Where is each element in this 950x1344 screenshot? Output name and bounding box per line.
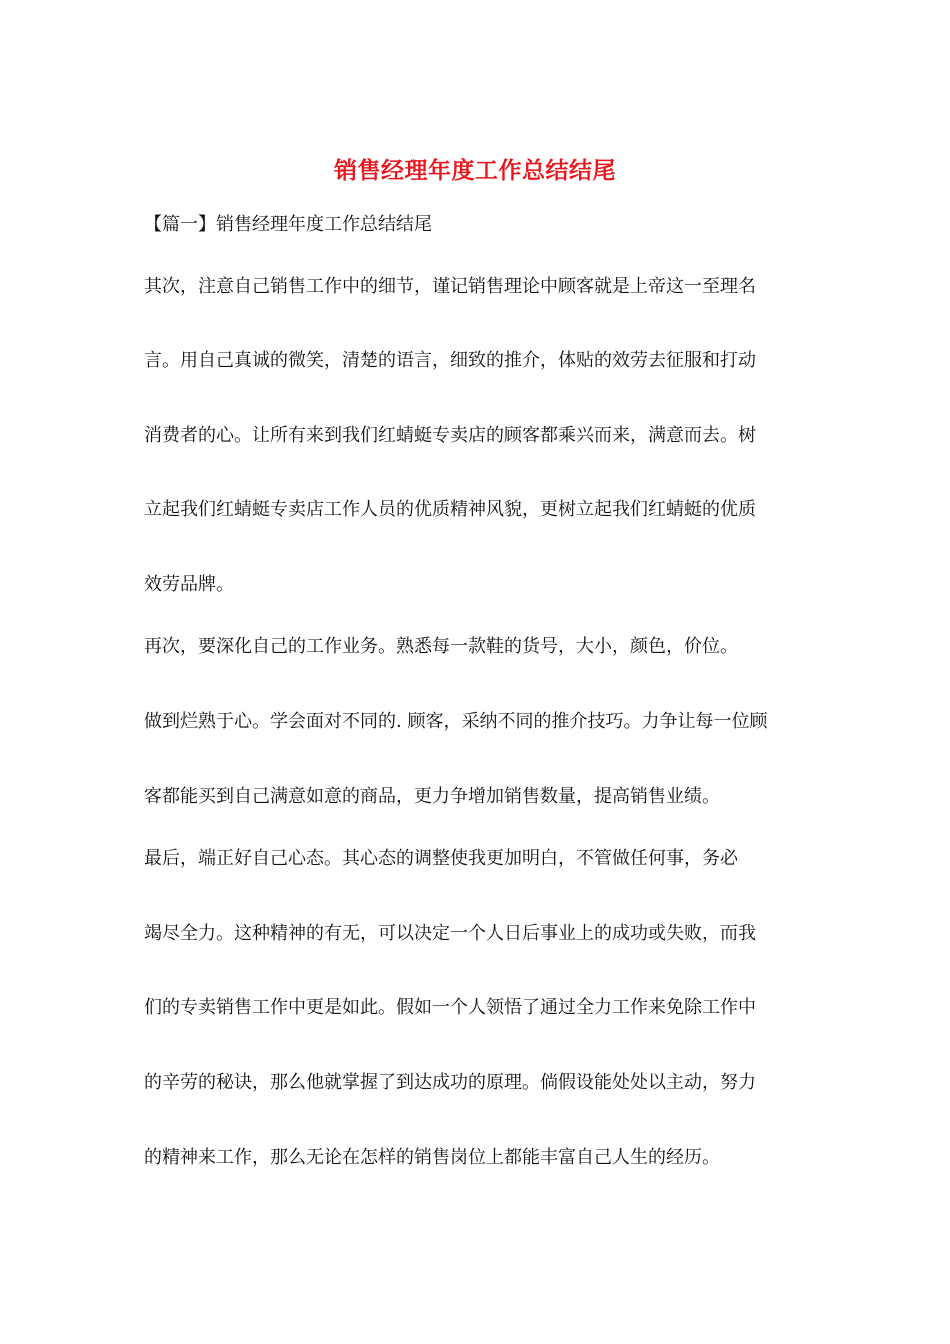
- paragraph-line: 的精神来工作，那么无论在怎样的销售岗位上都能丰富自己人生的经历。: [144, 1147, 720, 1168]
- paragraph-line: 的辛劳的秘诀，那么他就掌握了到达成功的原理。倘假设能处处以主动，努力: [144, 1072, 756, 1093]
- paragraph-line: 再次，要深化自己的工作业务。熟悉每一款鞋的货号，大小，颜色，价位。: [144, 636, 738, 657]
- paragraph-line: 做到烂熟于心。学会面对不同的. 顾客，采纳不同的推介技巧。力争让每一位顾: [144, 711, 768, 732]
- document-title: 销售经理年度工作总结结尾: [334, 157, 616, 184]
- paragraph-line: 消费者的心。让所有来到我们红蜻蜓专卖店的顾客都乘兴而来，满意而去。树: [144, 425, 756, 446]
- paragraph-line: 客都能买到自己满意如意的商品，更力争增加销售数量，提高销售业绩。: [144, 786, 720, 807]
- paragraph-line: 立起我们红蜻蜓专卖店工作人员的优质精神风貌，更树立起我们红蜻蜓的优质: [144, 499, 756, 520]
- paragraph-line: 言。用自己真诚的微笑，清楚的语言，细致的推介，体贴的效劳去征服和打动: [144, 350, 756, 371]
- paragraph-line: 其次，注意自己销售工作中的细节，谨记销售理论中顾客就是上帝这一至理名: [144, 276, 756, 297]
- paragraph-line: 们的专卖销售工作中更是如此。假如一个人领悟了通过全力工作来免除工作中: [144, 997, 756, 1018]
- paragraph-line: 最后，端正好自己心态。其心态的调整使我更加明白，不管做任何事，务必: [144, 848, 738, 869]
- paragraph-line: 效劳品牌。: [144, 574, 234, 595]
- paragraph-line: 竭尽全力。这种精神的有无，可以决定一个人日后事业上的成功或失败，而我: [144, 923, 756, 944]
- section-heading: 【篇一】销售经理年度工作总结结尾: [144, 214, 432, 235]
